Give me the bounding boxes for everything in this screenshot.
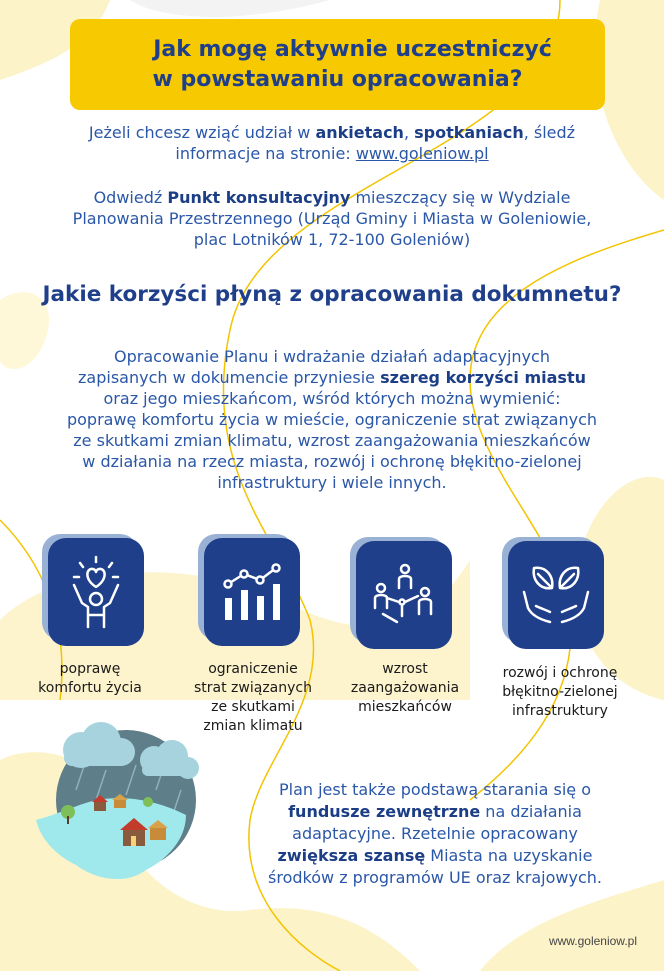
rain-village-illustration [36, 720, 206, 890]
caption-losses: ograniczenie strat związanych ze skutkami zmian klimatu [194, 661, 312, 734]
title-line-1: Jak mogę aktywnie uczestniczyć [153, 36, 552, 62]
heart-person-icon [66, 555, 126, 629]
benefit-card-comfort [48, 538, 148, 653]
funding-paragraph: Plan jest także podstawą starania się o fundusze zewnętrzne na działania adaptacyjne. Rzetelnie opracowany zwiększa szansę Miasta na uzyskanie środków z programów UE oraz krajowych. [268, 780, 602, 887]
benefits-heading: Jakie korzyści płyną z opracowania dokumnetu? [42, 282, 622, 307]
caption-engagement: wzrost zaangażowania mieszkańców [350, 661, 460, 715]
title-banner [70, 19, 605, 110]
footer-url[interactable]: www.goleniow.pl [548, 934, 637, 948]
surveys-highlight: ankietach [315, 123, 404, 142]
people-network-icon [371, 562, 437, 628]
title-line-2: w powstawaniu opracowania? [152, 66, 523, 92]
caption-comfort: poprawę komfortu życia [38, 661, 142, 696]
visit-paragraph: Odwiedź Punkt konsultacyjny mieszczący się w Wydziale Planowania Przestrzennego (Urząd Gminy i Miasta w Goleniowie, plac Lotników 1, 72-100 Goleniów) [72, 188, 592, 249]
caption-infrastructure: rozwój i ochronę błękitno-zielonej infrastruktury [502, 665, 618, 719]
website-link[interactable]: www.goleniow.pl [355, 144, 489, 163]
benefits-highlight: szereg korzyści miastu [380, 368, 586, 387]
meetings-highlight: spotkaniach [414, 123, 524, 142]
consultation-point-highlight: Punkt konsultacyjny [167, 188, 351, 207]
benefit-card-infrastructure [508, 541, 608, 656]
hands-leaves-icon [520, 562, 592, 628]
bar-chart-icon [219, 562, 285, 622]
benefits-paragraph: Opracowanie Planu i wdrażanie działań adaptacyjnych zapisanych w dokumencie przyniesie szereg korzyści miastu oraz jego mieszkańcom, wśród których można wymienić: poprawę komfortu życia w mieście, ograniczenie strat związanych ze skutkami zmian klimatu, wzrost zaangażowania mieszkańców w działania na rzecz miasta, rozwój i ochronę błękitno-zielonej infrastruktury i wiele innych. [66, 347, 597, 492]
external-funds-highlight: fundusze zewnętrzne [288, 802, 481, 821]
intro-paragraph: Jeżeli chcesz wziąć udział w ankietach, spotkaniach, śledź informacje na stronie: www.goleniow.pl [88, 123, 576, 163]
increases-chance-highlight: zwiększa szansę [277, 846, 426, 865]
benefit-card-engagement [356, 541, 456, 656]
benefit-card-losses [204, 538, 304, 653]
